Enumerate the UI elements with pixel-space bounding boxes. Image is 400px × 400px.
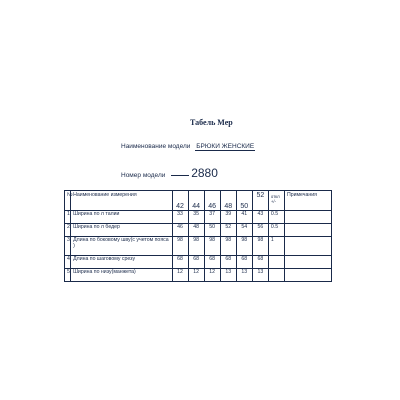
header-size: 46 [204, 191, 220, 211]
model-name-label: Наименование модели [121, 143, 191, 150]
header-size: 52 [252, 191, 268, 211]
model-number-underline [171, 175, 189, 176]
cell-value: 98 [172, 237, 188, 256]
cell-value: 39 [220, 211, 236, 224]
table-row [65, 256, 332, 269]
row-measurement-name: Ширина по л бедер [71, 224, 172, 237]
row-measurement-name: Длина по боковому шву(с учетом пояса ) [71, 237, 172, 256]
header-measurement-name: Наименование измерения [71, 191, 172, 211]
cell-note [284, 211, 331, 224]
cell-note [284, 224, 331, 237]
cell-value: 68 [220, 256, 236, 269]
header-notes: Примечания [284, 191, 331, 211]
cell-value: 56 [252, 224, 268, 237]
cell-value: 68 [236, 256, 252, 269]
table-header-row [65, 191, 332, 211]
cell-value: 12 [188, 269, 204, 282]
cell-value: 68 [188, 256, 204, 269]
row-number: 2 [65, 224, 71, 237]
cell-tolerance [268, 269, 284, 282]
row-number: 3 [65, 237, 71, 256]
cell-value: 52 [220, 224, 236, 237]
cell-value: 13 [220, 269, 236, 282]
table-row [65, 269, 332, 282]
cell-value: 68 [172, 256, 188, 269]
header-number: № [65, 191, 71, 211]
table-row [65, 224, 332, 237]
document-title: Табель Мер [190, 118, 233, 127]
model-name-line [121, 143, 255, 151]
cell-value: 13 [252, 269, 268, 282]
header-size: 48 [220, 191, 236, 211]
cell-value: 12 [204, 269, 220, 282]
cell-value: 41 [236, 211, 252, 224]
model-name-value: БРЮКИ ЖЕНСКИЕ [196, 143, 255, 150]
row-number: 1 [65, 211, 71, 224]
model-number-label: Номер модели [121, 172, 166, 179]
cell-tolerance [268, 256, 284, 269]
header-tolerance: откл +/- [268, 191, 284, 211]
cell-value: 98 [204, 237, 220, 256]
row-measurement-name: Ширина по л талии [71, 211, 172, 224]
header-size: 42 [172, 191, 188, 211]
row-number: 5 [65, 269, 71, 282]
row-measurement-name: Ширина по низу(манжета) [71, 269, 172, 282]
cell-value: 98 [220, 237, 236, 256]
cell-value: 12 [172, 269, 188, 282]
cell-tolerance: 0.5 [268, 211, 284, 224]
cell-value: 43 [252, 211, 268, 224]
table-row [65, 237, 332, 256]
cell-value: 54 [236, 224, 252, 237]
cell-value: 33 [172, 211, 188, 224]
cell-value: 98 [236, 237, 252, 256]
cell-value: 68 [204, 256, 220, 269]
row-number: 4 [65, 256, 71, 269]
cell-value: 68 [252, 256, 268, 269]
cell-tolerance: 0.5 [268, 224, 284, 237]
cell-value: 98 [252, 237, 268, 256]
size-measurement-table [64, 190, 332, 282]
cell-note [284, 237, 331, 256]
cell-value: 46 [172, 224, 188, 237]
cell-value: 50 [204, 224, 220, 237]
cell-note [284, 269, 331, 282]
cell-tolerance: 1 [268, 237, 284, 256]
cell-value: 37 [204, 211, 220, 224]
cell-value: 35 [188, 211, 204, 224]
table-row [65, 211, 332, 224]
cell-value: 13 [236, 269, 252, 282]
cell-value: 48 [188, 224, 204, 237]
model-number-value: 2880 [191, 166, 218, 180]
cell-value: 98 [188, 237, 204, 256]
header-size: 50 [236, 191, 252, 211]
model-number-line [121, 166, 218, 180]
row-measurement-name: Длина по шаговому срезу [71, 256, 172, 269]
header-size: 44 [188, 191, 204, 211]
cell-note [284, 256, 331, 269]
